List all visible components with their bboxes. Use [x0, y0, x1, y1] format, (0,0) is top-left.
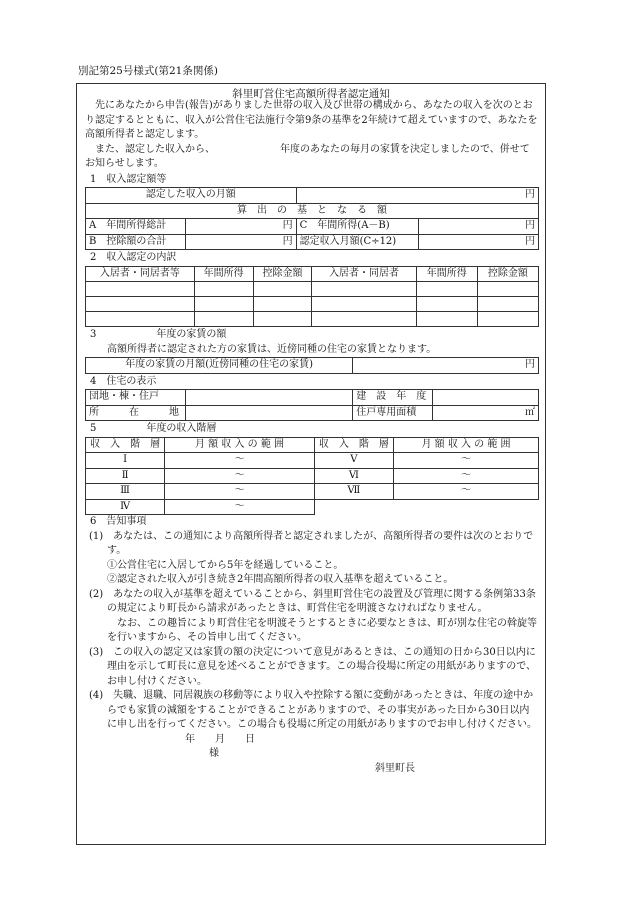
deduction-total-value: 円 — [185, 234, 296, 250]
monthly-income-value: 円 — [296, 188, 538, 204]
section-4-heading: 4 住宅の表示 — [90, 375, 157, 387]
annual-income-net-value: 円 — [418, 219, 538, 235]
bracket-level: Ⅱ — [86, 468, 165, 484]
bracket-level: Ⅶ — [314, 484, 393, 500]
breakdown-header: 控除金額 — [253, 266, 312, 282]
bracket-header: 月 額 収 入 の 範 囲 — [165, 437, 314, 453]
notice-item-1: (1) あなたは、この通知により高額所得者と認定されましたが、高額所得者の要件は次のとおりです。 — [89, 530, 534, 556]
notice-frame — [76, 83, 546, 845]
breakdown-header: 入居者・同居者 — [312, 266, 416, 282]
section-2-heading: 2 収入認定の内訳 — [90, 252, 177, 263]
bracket-range: ～ — [165, 453, 314, 469]
bracket-range: ～ — [394, 484, 539, 500]
section-1-heading: 1 収入認定額等 — [90, 173, 167, 185]
notice-item-1-b: ②認定された収入が引き続き2年間高額所得者の収入基準を超えていること。 — [107, 574, 454, 585]
table-row — [86, 499, 539, 515]
income-certification-table — [85, 187, 539, 250]
rent-value: 円 — [353, 358, 539, 374]
form-number-label: 別記第25号様式(第21条関係) — [78, 65, 218, 77]
signature-date: 年 月 日 — [185, 733, 255, 745]
rent-table — [85, 357, 539, 374]
notice-item-2-b: なお、この趣旨により町営住宅を明渡そうとするときに必要なときは、町が別な住宅の斡旋等を行いますから、その旨申し出てください。 — [107, 617, 537, 643]
bracket-level: Ⅳ — [86, 499, 165, 515]
breakdown-header: 控除金額 — [477, 266, 538, 282]
table-row — [86, 312, 539, 327]
housing-table — [85, 389, 539, 421]
area-label: 住戸専用面積 — [353, 405, 432, 421]
area-unit: ㎡ — [432, 405, 538, 421]
notice-item-4: (4) 失職、退職、同居親族の移動等により収入や控除する額に変動があったときは、年度の途中からでも家賃の減額をすることができることがありますので、その事実があった日から30日以内に申し出を行ってください。この場合も役場に所定の用紙がありますのでお申し付けください。 — [89, 690, 537, 730]
notice-body — [85, 99, 539, 776]
complex-label: 団地・棟・住戸 — [86, 390, 186, 406]
table-row — [86, 468, 539, 484]
annual-income-total-label: A 年間所得総計 — [86, 219, 186, 235]
annual-income-total-value: 円 — [185, 219, 296, 235]
certified-monthly-value: 円 — [418, 234, 538, 250]
basis-header: 算 出 の 基 と な る 額 — [86, 203, 539, 219]
bracket-header: 月 額 収 入 の 範 囲 — [394, 437, 539, 453]
section-3-heading: 3 年度の家賃の額 — [90, 329, 227, 340]
breakdown-header: 年間所得 — [416, 266, 477, 282]
breakdown-header: 入居者・同居者等 — [86, 266, 195, 282]
section-5-heading: 5 年度の収入階層 — [90, 423, 217, 434]
table-row — [86, 282, 539, 297]
bracket-level: Ⅰ — [86, 453, 165, 469]
signature-mayor: 斜里町長 — [375, 762, 415, 774]
bracket-range: ～ — [165, 499, 314, 515]
notice-item-3: (3) この収入の認定又は家賃の額の決定について意見があるときは、この通知の日から30日以内に理由を示して町長に意見を述べることができます。この場合役場に所定の用紙がありますので、お申し付けください。 — [89, 646, 536, 687]
deduction-total-label: B 控除額の合計 — [86, 234, 186, 250]
monthly-income-label: 認定した収入の月額 — [86, 188, 297, 204]
bracket-range: ～ — [394, 453, 539, 469]
breakdown-header: 年間所得 — [194, 266, 253, 282]
document-title: 斜里町営住宅高額所得者認定通知 — [232, 88, 390, 100]
table-row — [86, 453, 539, 469]
rent-note: 高額所得者に認定された方の家賃は、近傍同種の住宅の家賃となります。 — [107, 343, 437, 355]
bracket-header: 収 入 階 層 — [314, 437, 393, 453]
intro-paragraph-2: また、認定した収入から、 年度のあなたの毎月の家賃を決定しましたので、併せてお知らせします。 — [85, 143, 530, 169]
annual-income-net-label: C 年間所得(A－B) — [296, 219, 418, 235]
section-6-heading: 6 告知事項 — [90, 516, 147, 527]
table-row — [86, 484, 539, 500]
notice-item-1-a: ①公営住宅に入居してから5年を経過していること。 — [107, 559, 344, 571]
intro-paragraph-1: 先にあなたから申告(報告)がありました世帯の収入及び世帯の構成から、あなたの収入を次のとおり認定するとともに、収入が公営住宅法施行令第9条の基準を2年続けて超えていますので、あなたを高額所得者と認定します。 — [85, 100, 538, 140]
location-label: 所 在 地 — [86, 405, 186, 421]
table-row — [86, 297, 539, 312]
built-year-label: 建 設 年 度 — [353, 390, 432, 406]
bracket-range: ～ — [165, 484, 314, 500]
bracket-level: Ⅲ — [86, 484, 165, 500]
notice-item-2: (2) あなたの収入が基準を超えていることから、斜里町営住宅の設置及び管理に関する条例第33条の規定により町長から請求があったときは、町営住宅を明渡さなければなりません。 — [89, 588, 536, 614]
bracket-level: Ⅴ — [314, 453, 393, 469]
bracket-range: ～ — [165, 468, 314, 484]
certified-monthly-label: 認定収入月額(C÷12) — [296, 234, 418, 250]
bracket-level: Ⅵ — [314, 468, 393, 484]
signature-addressee: 様 — [209, 748, 219, 759]
bracket-header: 収 入 階 層 — [86, 437, 165, 453]
income-breakdown-table — [85, 266, 539, 328]
notice-section — [85, 515, 539, 733]
rent-label: 年度の家賃の月額(近傍同種の住宅の家賃) — [86, 358, 353, 374]
bracket-range: ～ — [394, 468, 539, 484]
income-bracket-table — [85, 437, 539, 516]
